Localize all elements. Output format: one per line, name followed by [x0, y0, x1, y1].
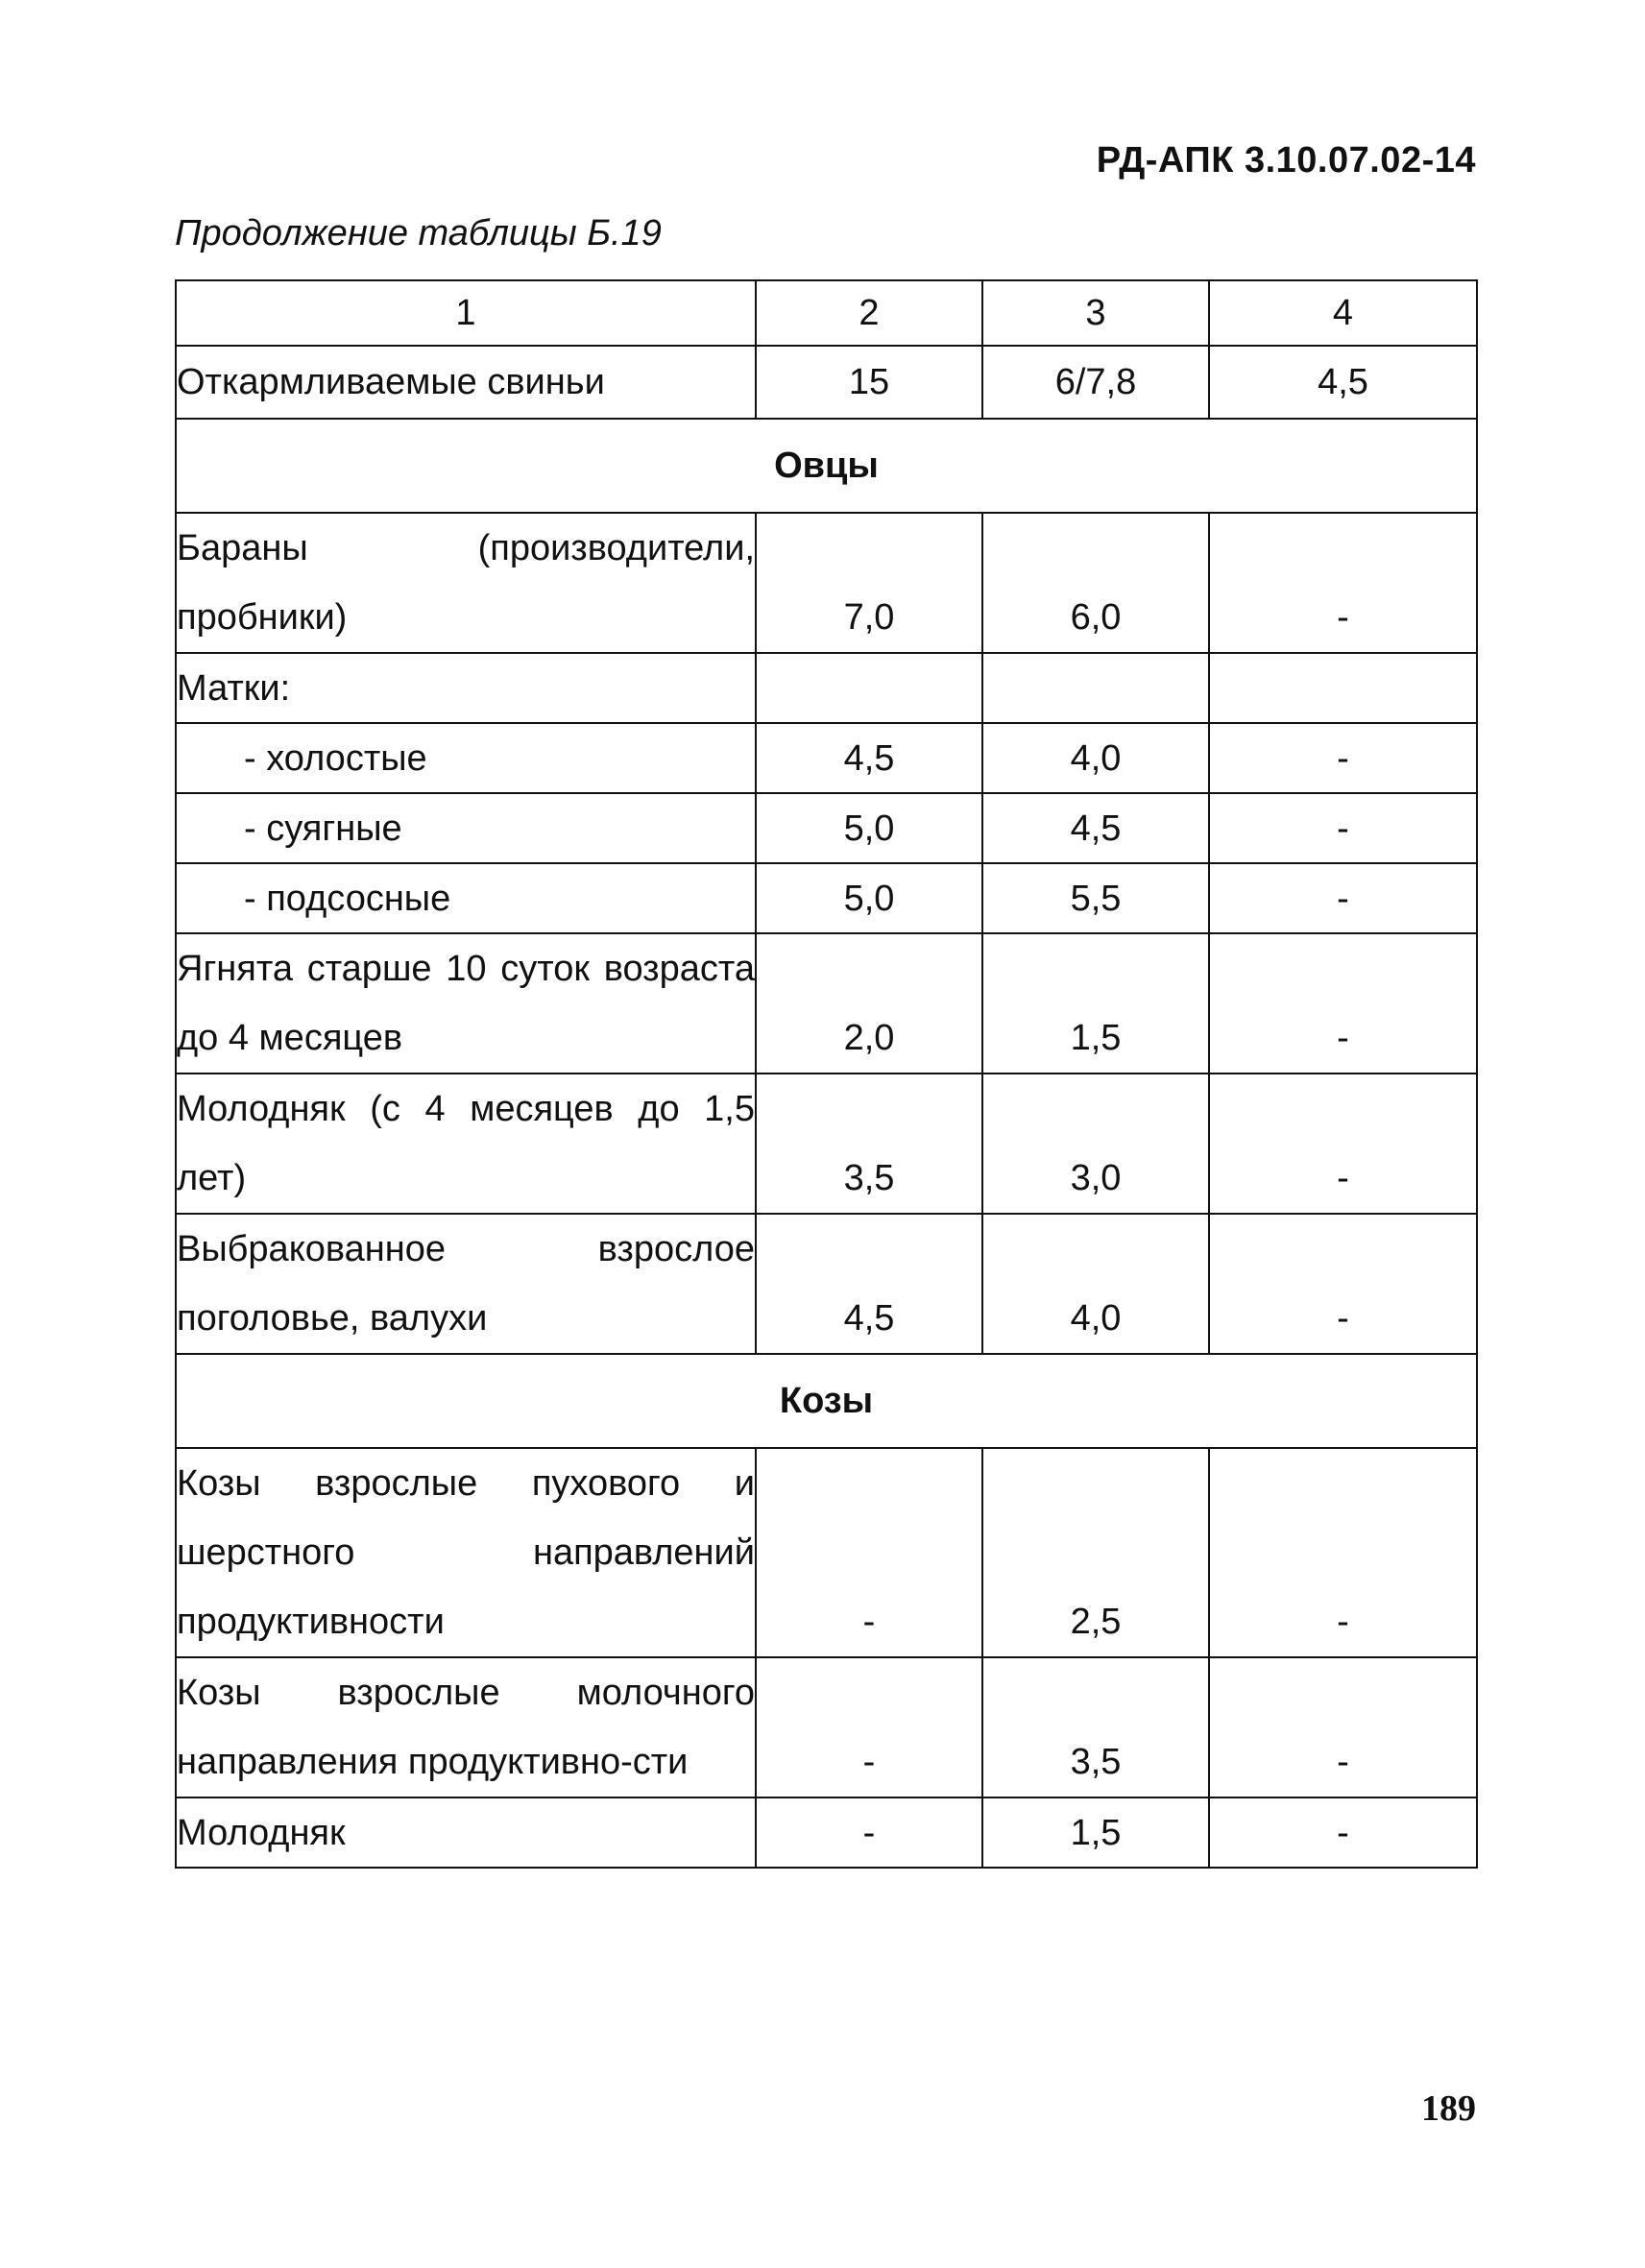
- section-title: Козы: [176, 1354, 1477, 1448]
- column-number-3: 3: [982, 280, 1209, 346]
- cell-col3: 3,0: [982, 1074, 1209, 1214]
- cell-col4: -: [1209, 863, 1477, 933]
- table-row: [176, 1214, 1477, 1354]
- table-row: [176, 346, 1477, 419]
- row-label: Бараны (производители, пробники): [176, 513, 756, 653]
- cell-col2: 5,0: [756, 793, 982, 863]
- column-number-row: [176, 280, 1477, 346]
- cell-col2: -: [756, 1657, 982, 1798]
- cell-col4: -: [1209, 933, 1477, 1074]
- row-label: Матки:: [176, 653, 756, 723]
- cell-col3: 1,5: [982, 1798, 1209, 1868]
- table-row: [176, 513, 1477, 653]
- cell-col4: -: [1209, 723, 1477, 793]
- column-number-4: 4: [1209, 280, 1477, 346]
- cell-col4: -: [1209, 1448, 1477, 1657]
- cell-col3: 3,5: [982, 1657, 1209, 1798]
- table-row: [176, 653, 1477, 723]
- cell-col4: [1209, 653, 1477, 723]
- cell-col4: -: [1209, 1074, 1477, 1214]
- table-row: [176, 1657, 1477, 1798]
- row-label: - холостые: [176, 723, 756, 793]
- row-label: - подсосные: [176, 863, 756, 933]
- cell-col3: 6/7,8: [982, 346, 1209, 419]
- table-row: [176, 1798, 1477, 1868]
- cell-col3: 5,5: [982, 863, 1209, 933]
- table-row: [176, 723, 1477, 793]
- cell-col3: 4,0: [982, 1214, 1209, 1354]
- row-label: - суягные: [176, 793, 756, 863]
- row-label: Молодняк: [176, 1798, 756, 1868]
- cell-col4: -: [1209, 1214, 1477, 1354]
- table-row: [176, 863, 1477, 933]
- cell-col2: [756, 653, 982, 723]
- cell-col2: 4,5: [756, 1214, 982, 1354]
- cell-col4: -: [1209, 1657, 1477, 1798]
- cell-col4: -: [1209, 513, 1477, 653]
- row-label: Молодняк (с 4 месяцев до 1,5 лет): [176, 1074, 756, 1214]
- table-row: [176, 933, 1477, 1074]
- column-number-2: 2: [756, 280, 982, 346]
- cell-col2: -: [756, 1448, 982, 1657]
- data-table: [175, 279, 1478, 1869]
- cell-col2: 2,0: [756, 933, 982, 1074]
- row-label: Козы взрослые пухового и шерстного направлений продуктивности: [176, 1448, 756, 1657]
- row-label: Ягнята старше 10 суток возраста до 4 месяцев: [176, 933, 756, 1074]
- row-label: Козы взрослые молочного направления продуктивно-сти: [176, 1657, 756, 1798]
- table-caption: Продолжение таблицы Б.19: [175, 213, 662, 253]
- cell-col2: 5,0: [756, 863, 982, 933]
- cell-col3: 2,5: [982, 1448, 1209, 1657]
- row-label: Откармливаемые свиньи: [176, 346, 756, 419]
- section-title: Овцы: [176, 419, 1477, 513]
- cell-col4: -: [1209, 793, 1477, 863]
- cell-col3: 1,5: [982, 933, 1209, 1074]
- cell-col2: 4,5: [756, 723, 982, 793]
- table-row: [176, 1448, 1477, 1657]
- cell-col4: -: [1209, 1798, 1477, 1868]
- table-row: [176, 1074, 1477, 1214]
- cell-col3: 4,0: [982, 723, 1209, 793]
- cell-col2: 15: [756, 346, 982, 419]
- document-code: РД-АПК 3.10.07.02-14: [1096, 140, 1476, 181]
- cell-col2: 7,0: [756, 513, 982, 653]
- section-row-sheep: [176, 419, 1477, 513]
- cell-col2: -: [756, 1798, 982, 1868]
- cell-col2: 3,5: [756, 1074, 982, 1214]
- cell-col3: 4,5: [982, 793, 1209, 863]
- cell-col3: [982, 653, 1209, 723]
- section-row-goats: [176, 1354, 1477, 1448]
- column-number-1: 1: [176, 280, 756, 346]
- row-label: Выбракованное взрослое поголовье, валухи: [176, 1214, 756, 1354]
- page-number: 189: [1421, 2088, 1476, 2129]
- cell-col4: 4,5: [1209, 346, 1477, 419]
- cell-col3: 6,0: [982, 513, 1209, 653]
- table-row: [176, 793, 1477, 863]
